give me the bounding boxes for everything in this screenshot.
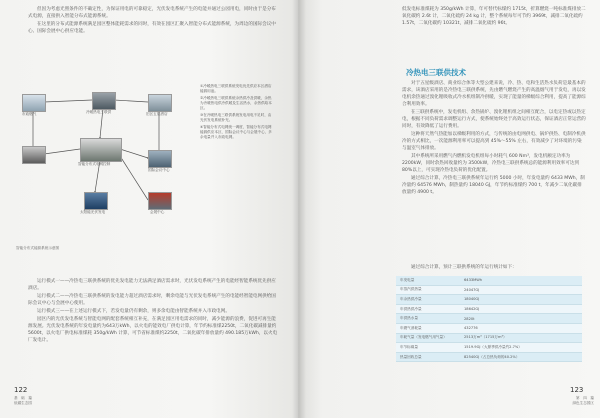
node-image-conference-center [148, 150, 172, 168]
table-value: 2513万m³（1715万m³） [460, 333, 582, 343]
left-page [0, 0, 298, 418]
left-intro [28, 6, 278, 36]
right-body [402, 80, 586, 197]
table-value: 6433MWh [460, 276, 582, 285]
table-value: 432776 [460, 323, 582, 333]
table-key: 热量回收总量 [396, 352, 460, 362]
table-value: 24047GJ [460, 285, 582, 295]
node-label: 会展中心 [150, 210, 165, 214]
table-intro-wrap [402, 264, 586, 272]
note: ②冷暖热电三联供系统余热供冷及供暖，余热为冷暖热电供冷供暖及生活热水，余热供给本区。 [200, 96, 272, 110]
diagram-notes [200, 84, 272, 142]
node-label: 国际会议中心 [148, 168, 170, 172]
paragraph: 但因为考虑光照条件的不确定性，为保证用电的可靠稳定，光伏发电系统产生的电能并通过公园用电，同时由于是分布式电源，直接供入智能分布式能源系统。 [28, 7, 276, 19]
node-image-exhibition-center [148, 192, 172, 210]
table-row [396, 343, 582, 353]
node-image-city-gas [22, 94, 46, 112]
table-key: 年发电量 [396, 276, 460, 285]
page-footer [560, 396, 594, 405]
paragraph: 通过综合计算，冷热电三联供系统年运行约 5000 小时，年发电量约 6433 MWh，制冷量约 64576 MWh，制热量约 18040 GJ，年节约标准煤约 700 t，年减少二氧化碳排放量约 4900 t。 [402, 176, 585, 195]
table-row [396, 285, 582, 295]
node-label: 旧区五星酒店 [146, 112, 168, 116]
table-row [396, 333, 582, 343]
paragraph: 在三联供系统中，发电机组、余热锅炉、溴化锂机组之间相互配合，以电定热或以热定电，根据不同负荷需求调整运行方式，使系统始终处于高效运行状态，保证酒店正常运营的同时，有效降低了运行费用。 [402, 110, 586, 129]
node-label: 太阳能光伏发电 [80, 210, 106, 214]
paragraph: 对于五星级酒店、商业综合体等大型公建来说，冷、热、电和生活热水负荷是最基本的需求，该酒店采用的是冷热电三联供系统，先由燃气燃烧产生的高温烟气用于发电，再以发电机余热通过溴化锂吸收式冷水机组制冷供暖，实现了能量的梯级综合利用，提高了能源综合利用效率。 [402, 81, 586, 107]
table-key: 年节标煤量 [396, 343, 460, 353]
table-key: 年余热供冷量 [396, 295, 460, 305]
paragraph: 这种将天然气热能加以梯级利用的方式，与传统的由电网供电、锅炉供热、电制冷机供冷的方式相比，一次能源利用率可以提高到 45%～55% 左右，有效减少了对环境的污染与温室气体排放。 [402, 132, 586, 151]
node-image-hotel [148, 94, 172, 112]
table-key: 年蒸汽供热量 [396, 285, 460, 295]
table-row [396, 314, 582, 324]
paragraph: 运行模式二——冷热电三联供系统的发电能力超过酒店需求时，剩余电能与光伏发电系统产生的电能经智能电网供给国际会议中心与会展中心使用。 [28, 294, 276, 306]
footer-line: 低碳生态园 [14, 400, 32, 405]
table-key: 年供热供冷量 [396, 304, 460, 314]
page-number: 122 [14, 386, 28, 394]
table-row [396, 323, 582, 333]
table-key: 年耗气量（发电燃气用气量） [396, 333, 460, 343]
table-value: 18040GJ [460, 295, 582, 305]
table-key: 年供热水量 [396, 314, 460, 324]
right-intro [402, 6, 586, 28]
page-number: 123 [570, 386, 584, 394]
paragraph: 其中系统所采用燃气内燃机发电机组每小时耗气 600 Nm³，发电机额定功率为 2200kW，同时余热回收量约为 3500kW，冷热电三联供系统总的能源利用效率可达到 80%以上，可实现冷热电负荷的优化配置。 [402, 154, 580, 173]
table-row [396, 352, 582, 362]
energy-system-diagram [14, 84, 194, 240]
node-label: 冷暖热电三联供 [86, 110, 112, 114]
figure-caption: 智能分布式能源系统示意图 [16, 246, 60, 250]
footer-line: 第 四 篇 [576, 396, 594, 400]
section-title: 冷热电三联供技术 [406, 68, 466, 77]
table-key: 年燃气消耗量 [396, 323, 460, 333]
note: ①冷暖热电三联供系统发电优先供应本区酒店能源用途。 [200, 84, 272, 93]
paragraph: 园区内的光伏发电系统与智能电网的配套系统相互补充，在满足园区用电需求的同时，减少能源的浪费，促进可再生能源发展。光伏发电系统的年发电量约为643万kWh，以火电的能效电厂供电计算，年节约标准煤2250t，二氧化碳减排量约5600t，以火电厂供电标准煤耗 350g/kWh 计算，可节省标准煤约2250t，二氧化碳年排放量约 490.185万kWh，以火电厂发电计。 [28, 317, 278, 343]
node-image-smart-grid [80, 138, 122, 162]
note: ④智能分布式电网统一调度，智能分布式电网能源供应本区、国际会议中心与会展中心，多余电量并入市政电网。 [200, 125, 272, 139]
table-value: 1519.9GJ（大厦季供冷量约2.7%） [460, 343, 582, 353]
operation-stats-table [396, 276, 582, 362]
note: ③在冷暖热电三联供系统发电用电不足时，由光伏发电系统补充。 [200, 113, 272, 122]
book-gutter [292, 0, 306, 418]
node-label: 智能分布式电网控制 [78, 162, 111, 166]
node-image-cchp [92, 92, 116, 110]
table-row [396, 276, 582, 285]
footer-line: 绿色生态园区 [572, 400, 594, 405]
left-modes [28, 278, 278, 345]
table-row [396, 295, 582, 305]
table-value: 2820t [460, 314, 582, 324]
paragraph: 在这里的分布式能源系统满足园区整体能耗需求的同时，有效在园区汇聚入智能分布式能源系统，为周边的国际会议中心、国际会展中心供应电能。 [28, 22, 276, 34]
node-image-gas-plant [22, 146, 46, 164]
right-page [298, 0, 600, 418]
table-value: 18642GJ [460, 304, 582, 314]
table-value: 82540GJ（占总热负荷的40.2%） [460, 352, 582, 362]
paragraph: 运行模式三——在上述运行模式下，若发电量仍有剩余，则多余电能由智能系统并入市政电网。 [37, 309, 230, 314]
paragraph: 运行模式一——冷热电三联供系统的优先发电能力无法满足酒店需求时，光伏发电系统产生的电能经智能系统优先供应酒店。 [28, 279, 276, 291]
table-intro: 通过综合计算，预计三联供系统的年运行统计如下： [411, 265, 517, 270]
node-label: 市政燃气 [22, 112, 37, 116]
table-row [396, 304, 582, 314]
paragraph: 低发电标准煤耗为 350g/kWh 计算，年可替代标煤约 1715t，折算燃烧一吨标准煤排放二氧化碳约 2.6t 计，二氧化硫约 24 kg 计，整个系统每年可节约 3969t，减排二氧化硫约 1.57t，二氧化碳约 10321t，减排二氧化硫约 96t。 [402, 7, 586, 26]
node-image-solar [84, 192, 108, 210]
page-footer [14, 396, 32, 405]
footer-line: 基 础 篇 [14, 396, 32, 400]
